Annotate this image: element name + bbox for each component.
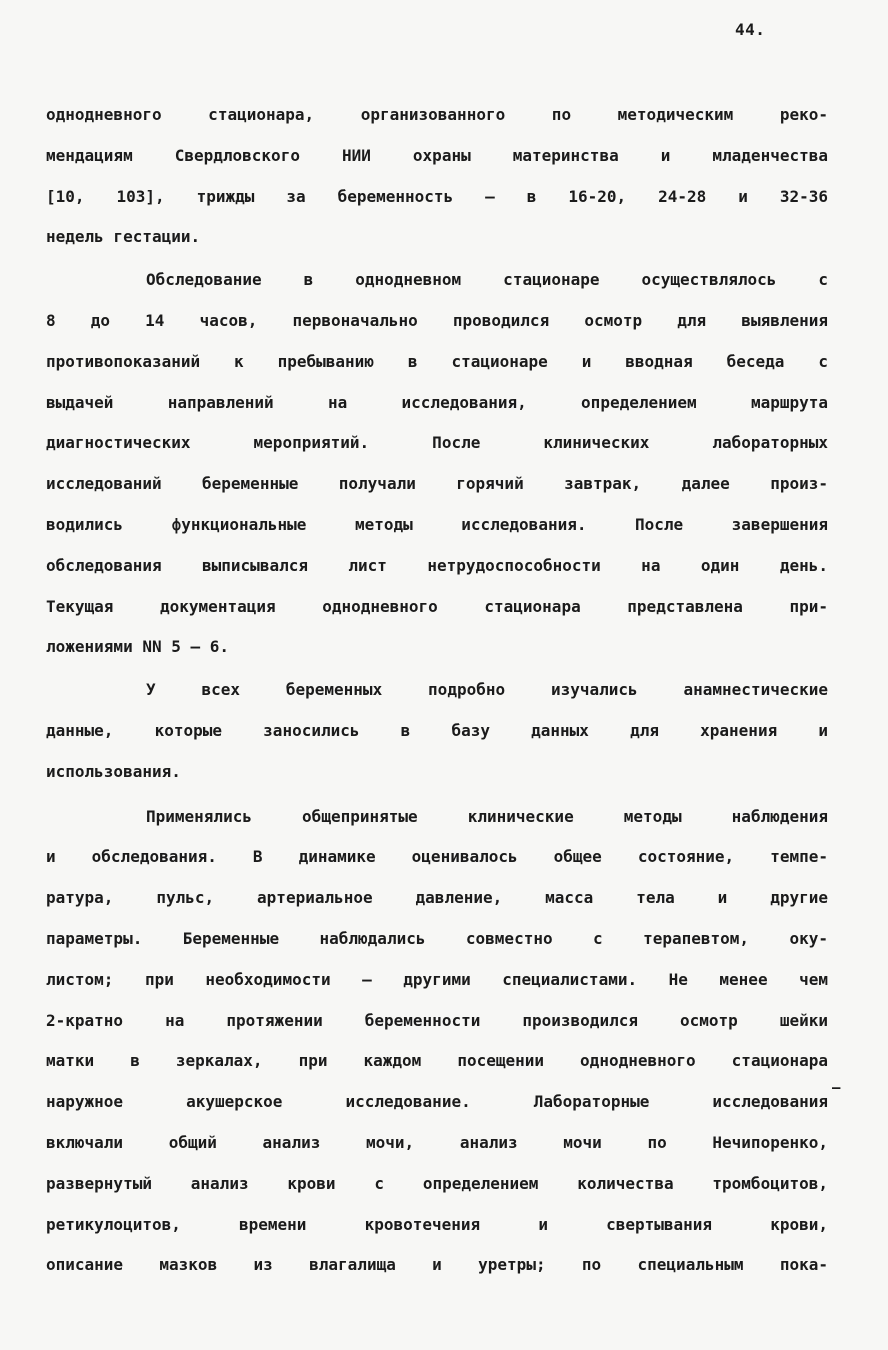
text-line: листом; при необходимости – другими специалистами. Не менее чем	[46, 969, 828, 989]
text-line: 2-кратно на протяжении беременности производился осмотр шейки	[46, 1010, 828, 1030]
document-body	[46, 95, 828, 1286]
text-line: Текущая документация однодневного стационара представлена при-	[46, 596, 828, 616]
text-line: мендациям Свердловского НИИ охраны материнства и младенчества	[46, 145, 828, 165]
text-line: ратура, пульс, артериальное давление, масса тела и другие	[46, 888, 828, 908]
page-number: 44.	[735, 20, 766, 39]
text-line: данные, которые заносились в базу данных для хранения и	[46, 720, 828, 740]
text-line: ложениями NN 5 – 6.	[46, 637, 230, 657]
text-line: противопоказаний к пребыванию в стационаре и вводная беседа с	[46, 351, 828, 371]
text-line: [10, 103], трижды за беременность – в 16-20, 24-28 и 32-36	[46, 186, 828, 206]
text-line: матки в зеркалах, при каждом посещении однодневного стационара	[46, 1051, 828, 1071]
text-line: ретикулоцитов, времени кровотечения и свертывания крови,	[46, 1214, 828, 1234]
margin-dash-mark: –	[832, 1080, 841, 1096]
paragraph	[46, 260, 828, 668]
text-line: включали общий анализ мочи, анализ мочи по Нечипоренко,	[46, 1132, 828, 1152]
text-line: Применялись общепринятые клинические методы наблюдения	[146, 806, 828, 826]
text-line: наружное акушерское исследование. Лабораторные исследования	[46, 1092, 828, 1112]
text-line: развернутый анализ крови с определением количества тромбоцитов,	[46, 1173, 828, 1193]
text-line: водились функциональные методы исследования. После завершения	[46, 514, 828, 534]
text-line: недель гестации.	[46, 227, 201, 247]
text-line: исследований беременные получали горячий завтрак, далее произ-	[46, 474, 828, 494]
text-line: параметры. Беременные наблюдались совместно с терапевтом, оку-	[46, 928, 828, 948]
text-line: описание мазков из влагалища и уретры; по специальным пока-	[46, 1255, 828, 1275]
paragraph	[46, 670, 828, 792]
text-line: и обследования. В динамике оценивалось общее состояние, темпе-	[46, 847, 828, 867]
text-line: однодневного стационара, организованного по методическим реко-	[46, 105, 828, 124]
text-line: диагностических мероприятий. После клинических лабораторных	[46, 433, 828, 453]
text-line: выдачей направлений на исследования, определением маршрута	[46, 392, 828, 412]
text-line: Обследование в однодневном стационаре осуществлялось с	[146, 270, 828, 290]
paragraph	[46, 797, 828, 1287]
text-line: 8 до 14 часов, первоначально проводился осмотр для выявления	[46, 310, 828, 330]
text-line: обследования выписывался лист нетрудоспособности на один день.	[46, 555, 828, 575]
text-line: У всех беременных подробно изучались анамнестические	[146, 680, 828, 700]
paragraph	[46, 95, 828, 258]
text-line: использования.	[46, 761, 181, 781]
